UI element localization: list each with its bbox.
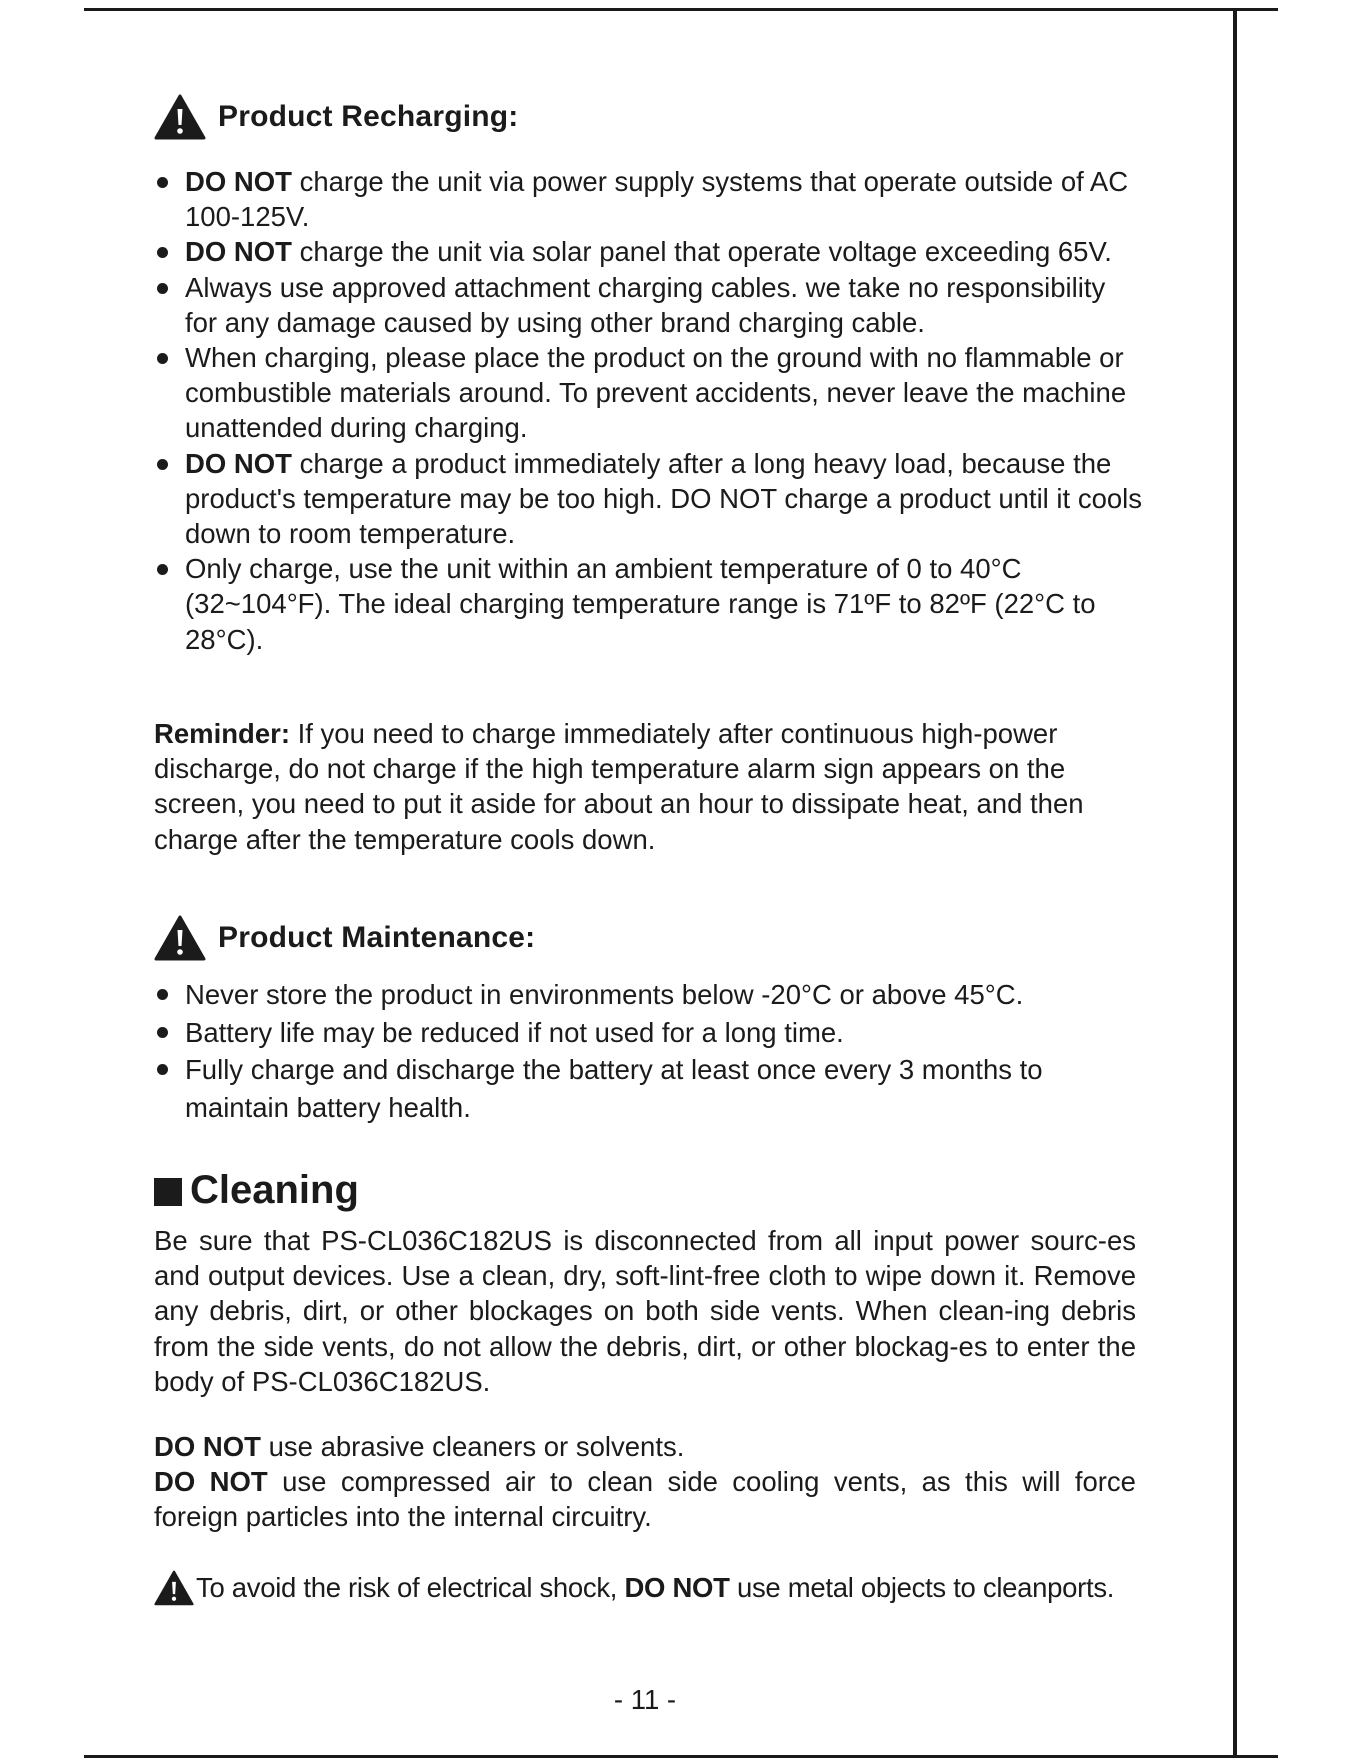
list-item-text: charge a product immediately after a long heavy load, because the product's temperature may be too high. DO NOT charge a product until it cools down to room temperature. [185, 447, 1143, 550]
shock-suffix: use metal objects to cleanports. [729, 1572, 1115, 1603]
cleaning-title: Cleaning [190, 1168, 359, 1212]
list-item [154, 270, 1144, 340]
right-margin-rule [1233, 8, 1237, 1758]
list-item [154, 340, 1144, 446]
recharging-heading [154, 94, 519, 140]
warning-text: use compressed air to clean side cooling vents, as this will force foreign particles into the internal circuitry. [154, 1466, 1136, 1533]
reminder-text: If you need to charge immediately after continuous high-power discharge, do not charge if the high temperature alarm sign appears on the screen, you need to put it aside for about an hour to dissipate heat, and then charge after the temperature cools down. [154, 718, 1084, 855]
list-item [154, 446, 1144, 552]
recharging-list [154, 164, 1144, 657]
list-item: Battery life may be reduced if not used for a long time. [154, 1014, 1144, 1052]
maintenance-list [154, 976, 1144, 1127]
warning-text: use abrasive cleaners or solvents. [260, 1431, 685, 1462]
emphasis: DO NOT [185, 236, 292, 268]
emphasis: DO NOT [624, 1572, 730, 1603]
list-item [154, 164, 1144, 234]
page-number: - 11 - [613, 1684, 677, 1715]
list-item-text: charge the unit via solar panel that operate voltage exceeding 65V. [291, 236, 1112, 268]
maintenance-title: Product Maintenance: [218, 921, 536, 954]
square-bullet-icon [154, 1178, 182, 1206]
emphasis: DO NOT [185, 166, 292, 197]
emphasis: DO NOT [154, 1431, 261, 1462]
bottom-rule [84, 1755, 1278, 1758]
list-item-text: When charging, please place the product on the ground with no flammable or combustible materials around. To prevent accidents, never leave the machine unattended during charging. [185, 342, 1127, 444]
cleaning-warning-2 [154, 1464, 1136, 1534]
shock-prefix: To avoid the risk of electrical shock, [196, 1572, 625, 1603]
cleaning-paragraph: Be sure that PS-CL036C182US is disconnected from all input power sourc-es and output devices. Use a clean, dry, soft-lint-free cloth to wipe down it. Remove any debris, dirt, or other blockages on both side vents. When clean-ing debris from the side vents, do not allow the debris, dirt, or other blockag-es to enter the body of PS-CL036C182US. [154, 1225, 1136, 1397]
warning-icon [154, 94, 206, 140]
warning-icon [154, 915, 206, 961]
list-item [154, 234, 1144, 269]
shock-warning [154, 1570, 1114, 1606]
recharging-title: Product Recharging: [218, 100, 519, 133]
maintenance-heading [154, 915, 535, 961]
list-item-text: Always use approved attachment charging cables. we take no responsibility for any damage caused by using other brand charging cable. [185, 271, 1106, 338]
list-item-text: Only charge, use the unit within an ambient temperature of 0 to 40°C (32~104°F). The ideal charging temperature range is 71ºF to 82ºF (22°C to 28°C). [185, 553, 1096, 655]
list-item: Never store the product in environments below -20°C or above 45°C. [154, 976, 1144, 1014]
list-item-text: charge the unit via power supply systems that operate outside of AC 100-125V. [185, 166, 1129, 233]
list-item: Fully charge and discharge the battery at least once every 3 months to maintain battery health. [154, 1051, 1144, 1126]
emphasis: DO NOT [185, 447, 292, 479]
list-item [154, 551, 1144, 657]
reminder-label: Reminder: [154, 718, 290, 749]
warning-icon [154, 1570, 194, 1606]
emphasis: DO NOT [154, 1466, 268, 1497]
reminder-paragraph [154, 716, 1136, 857]
cleaning-heading [154, 1168, 359, 1213]
top-rule [84, 8, 1278, 11]
cleaning-warning-1 [154, 1429, 1136, 1464]
